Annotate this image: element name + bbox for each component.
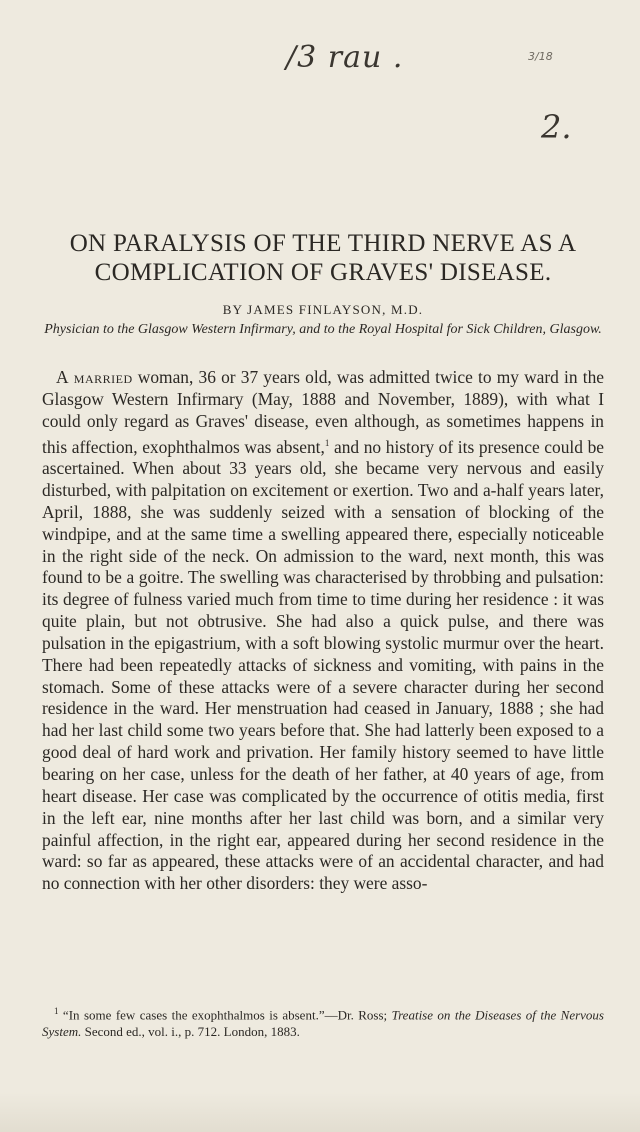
body-text-part-2: and no history of its presence could be ascertained. When about 33 years old, she became very nervous and easily disturbed, with palpitation on excitement or exertion. Two and a-half years later, April, 1888, she was suddenly seized with a sensation of blocking of the windpipe, and at the same time a swelling appeared there, especially noticeable in the right side of the neck. On admission to the ward, next month, this was found to be a goitre. The swelling was characterised by throbbing and pulsation: its degree of fulness varied much from time to time during her residence : it was quite plain, but not obtrusive. She had also a quick pulse, and there was pulsation in the epigastrium, with a soft blowing systolic murmur over the heart. There had been repeatedly attacks of sickness and vomiting, with pains in the stomach. Some of these attacks were of a severe character during her second residence in the ward. Her menstruation had ceased in January, 1888 ; she had had her last child some two years before that. She had latterly been exposed to a good deal of hard work and privation. Her family history seemed to have little bearing on her case, unless for the death of her father, at 40 years of age, from heart disease. Her case was complicated by the occurrence of otitis media, first in the left ear, nine months after her last child was born, and a similar very painful affection, in the right ear, appeared during her second residence in the ward: so far as appeared, these attacks were of an accidental character, and had no connection with her other disorders: they were asso- xyxy=(42,436,604,894)
article-title: ON PARALYSIS OF THE THIRD NERVE AS A COMPLICATION OF GRAVES' DISEASE. xyxy=(69,230,577,286)
handwritten-annotation-top: /3 rau . xyxy=(286,40,404,75)
footnote-text-part-2: Second ed., vol. i., p. 712. London, 1883. xyxy=(81,1023,300,1039)
footnote-marker: 1 xyxy=(54,1006,59,1016)
lead-in-words: A married xyxy=(56,367,133,387)
handwritten-page-mark: 2. xyxy=(541,108,572,146)
footnote-paragraph xyxy=(42,1003,604,1040)
body-text-part-1: woman, 36 or 37 years old, was admitted twice to my ward in the Glasgow Western Infirmary (May, 1888 and November, 1889), with what I could only regard as Graves' disease, even although, as sometimes happens in this affection, exophthalmos was absent, xyxy=(42,367,604,457)
footnote xyxy=(42,1003,604,1040)
footnote-reference: 1 xyxy=(324,437,330,448)
page-edge-shadow xyxy=(0,1092,640,1132)
body-paragraph xyxy=(42,367,604,895)
footnote-citation-title: Treatise on the Diseases of the Nervous System. xyxy=(42,1007,604,1039)
article-author: BY JAMES FINLAYSON, M.D. xyxy=(222,302,424,317)
article-body xyxy=(42,367,604,895)
footnote-text-part-1: “In some few cases the exophthalmos is absent.”—Dr. Ross; xyxy=(58,1007,392,1023)
author-affiliation: Physician to the Glasgow Western Infirmary, and to the Royal Hospital for Sick Children, Glasgow. xyxy=(44,322,602,337)
handwritten-annotation-top-right: 3/18 xyxy=(528,50,553,63)
